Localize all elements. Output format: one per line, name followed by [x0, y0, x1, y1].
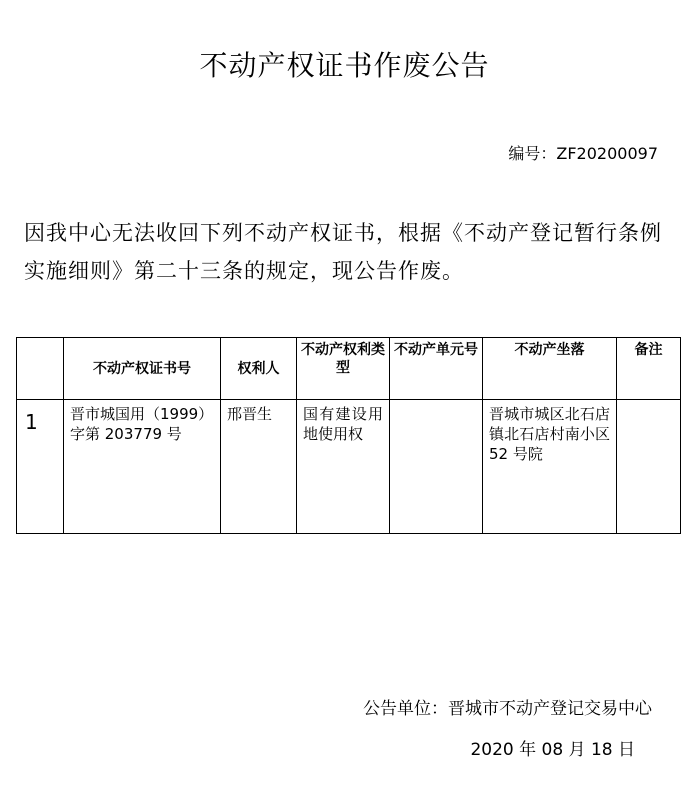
- location-cell: 晋城市城区北石店镇北石店村南小区 52 号院: [483, 400, 617, 534]
- row-index: 1: [17, 400, 64, 534]
- header-cert-no: 不动产权证书号: [64, 338, 221, 400]
- announcement-body: 因我中心无法收回下列不动产权证书，根据《不动产登记暂行条例实施细则》第二十三条的规定，现公告作废。: [24, 221, 662, 283]
- table-row: [17, 400, 681, 534]
- header-index: [17, 338, 64, 400]
- issue-date: 2020 年 08 月 18 日: [470, 740, 635, 760]
- void-certificate-table: [16, 337, 681, 534]
- header-right-type: 不动产权利类型: [297, 338, 390, 400]
- header-location: 不动产坐落: [483, 338, 617, 400]
- document-number: 编号：ZF20200097: [508, 144, 658, 163]
- unit-no-cell: [390, 400, 483, 534]
- remarks-cell: [617, 400, 681, 534]
- cert-no-cell: 晋市城国用（1999）字第 203779 号: [64, 400, 221, 534]
- issuing-unit: 公告单位：晋城市不动产登记交易中心: [363, 699, 652, 719]
- holder-cell: 邢晋生: [221, 400, 297, 534]
- header-remarks: 备注: [617, 338, 681, 400]
- header-holder: 权利人: [221, 338, 297, 400]
- page-title: 不动产权证书作废公告: [199, 49, 490, 82]
- right-type-cell: 国有建设用地使用权: [297, 400, 390, 534]
- header-unit-no: 不动产单元号: [390, 338, 483, 400]
- table-header-row: [17, 338, 681, 400]
